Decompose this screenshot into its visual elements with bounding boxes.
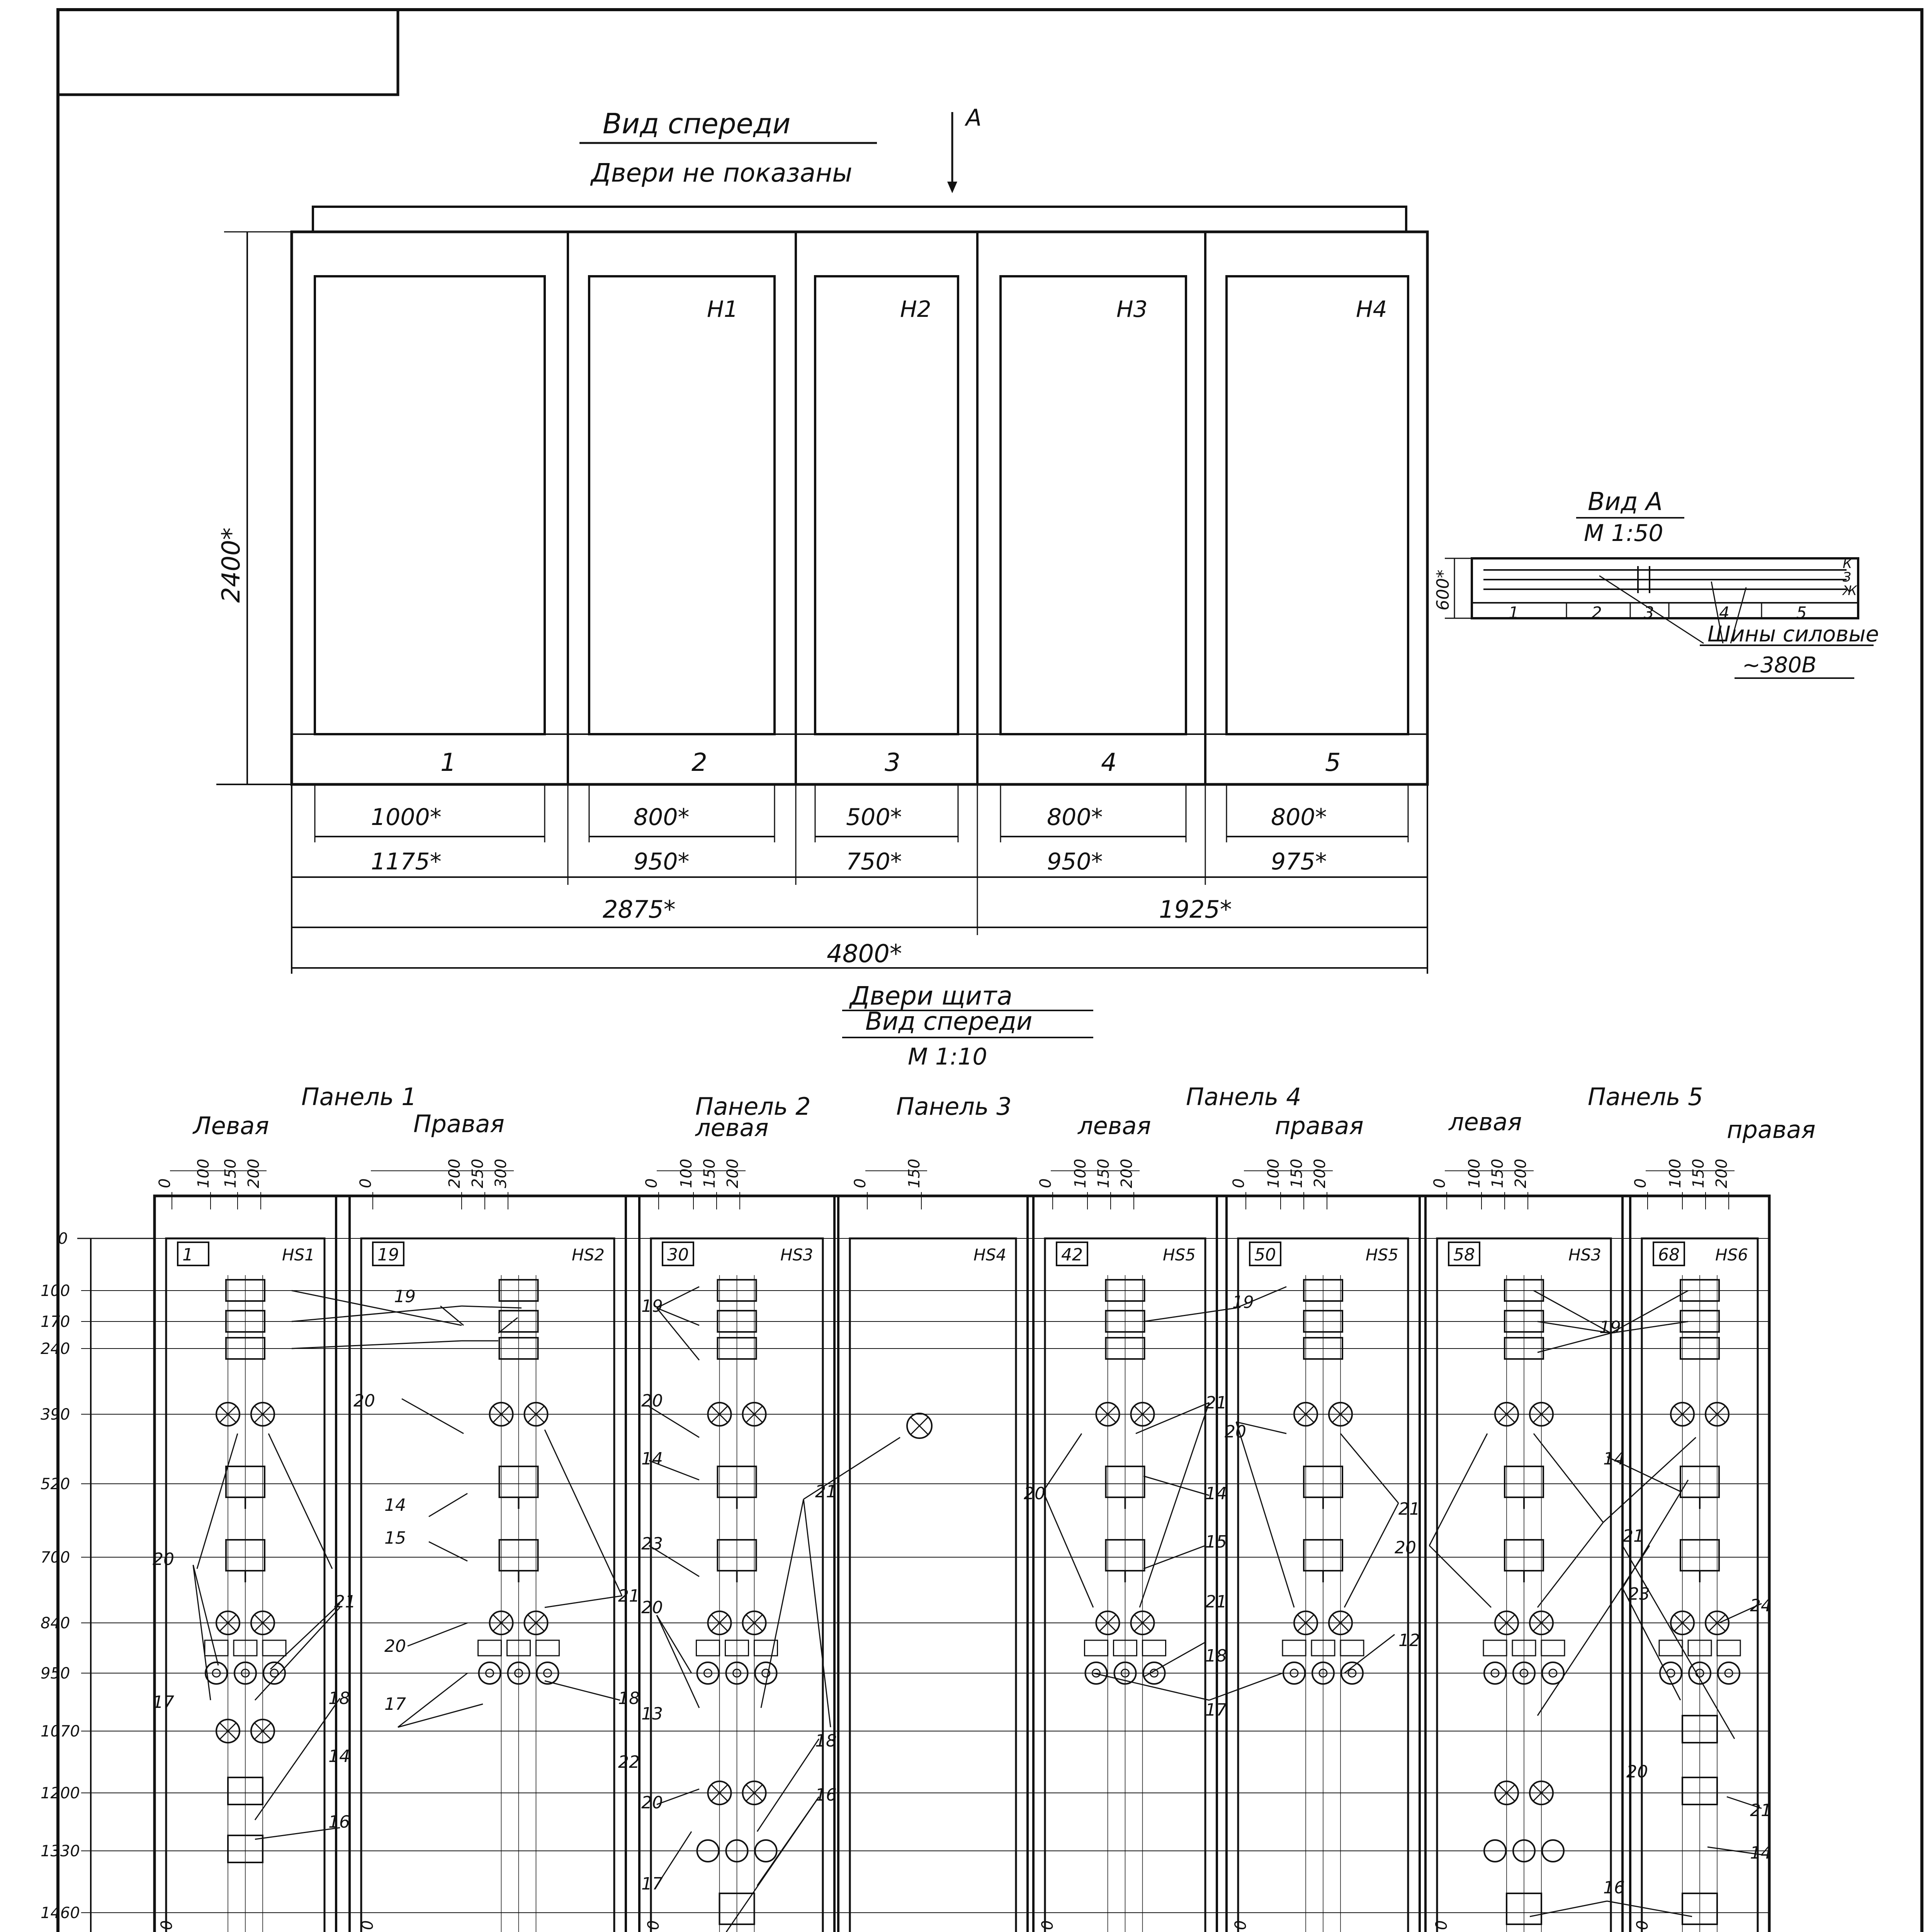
outer-dim-5: 975* bbox=[1271, 848, 1327, 875]
bottom-dim: 0 bbox=[1433, 1920, 1451, 1930]
hs-tag: НS6 bbox=[1715, 1245, 1748, 1264]
svg-text:12: 12 bbox=[1398, 1631, 1420, 1650]
row-label: 520 bbox=[41, 1475, 70, 1493]
row-label: 700 bbox=[41, 1549, 70, 1566]
door-panel bbox=[155, 1159, 336, 1932]
bus-label-zh: Ж bbox=[1843, 583, 1857, 599]
row-label: 100 bbox=[41, 1282, 70, 1300]
height-dim: 2400* bbox=[217, 527, 246, 603]
push-button-icon bbox=[1283, 1640, 1306, 1684]
arrow-a-label: А bbox=[966, 104, 982, 131]
label-number-first: 58 bbox=[1453, 1245, 1475, 1265]
top-dim: 100 bbox=[195, 1158, 212, 1188]
outer-dim-1: 1175* bbox=[371, 848, 442, 875]
top-dim: 150 bbox=[906, 1158, 923, 1188]
svg-text:21: 21 bbox=[1205, 1592, 1227, 1612]
view-a-num-5: 5 bbox=[1796, 603, 1807, 622]
top-dim: 150 bbox=[1095, 1158, 1113, 1188]
side-7: правая bbox=[1727, 1116, 1816, 1144]
svg-text:20: 20 bbox=[641, 1793, 663, 1813]
top-dim: 200 bbox=[245, 1158, 263, 1188]
section-tag-2: Н1 bbox=[707, 296, 738, 322]
svg-text:20: 20 bbox=[1626, 1762, 1648, 1782]
svg-text:20: 20 bbox=[384, 1636, 406, 1656]
door-panel bbox=[1425, 1159, 1622, 1932]
top-dim: 200 bbox=[1512, 1158, 1530, 1188]
svg-text:20: 20 bbox=[1024, 1484, 1045, 1503]
bus-label-k: К bbox=[1843, 556, 1852, 571]
view-a-note-1: Шины силовые bbox=[1707, 622, 1879, 647]
svg-text:19: 19 bbox=[641, 1296, 663, 1316]
side-3: левая bbox=[695, 1114, 769, 1142]
push-button-icon bbox=[1143, 1640, 1166, 1684]
doors-title: Двери щита bbox=[850, 981, 1013, 1011]
top-dim: 100 bbox=[1265, 1158, 1283, 1188]
outer-dim-3: 750* bbox=[846, 848, 902, 875]
side-4: левая bbox=[1078, 1112, 1151, 1140]
svg-text:13: 13 bbox=[641, 1704, 663, 1724]
top-dim: 150 bbox=[701, 1158, 719, 1188]
label-number-first: 50 bbox=[1254, 1245, 1276, 1265]
svg-text:14: 14 bbox=[328, 1747, 350, 1766]
view-a-depth: 600* bbox=[1433, 570, 1453, 611]
svg-text:14: 14 bbox=[641, 1449, 663, 1469]
top-dim: 0 bbox=[1230, 1178, 1248, 1188]
label-number-first: 19 bbox=[377, 1245, 399, 1265]
svg-text:21: 21 bbox=[334, 1592, 356, 1612]
push-button-icon bbox=[205, 1640, 228, 1684]
svg-text:17: 17 bbox=[641, 1874, 663, 1894]
svg-text:20: 20 bbox=[1395, 1538, 1416, 1558]
hs-tag: НS3 bbox=[1568, 1245, 1601, 1264]
bottom-dim: 0 bbox=[158, 1920, 176, 1930]
bottom-dim: 0 bbox=[359, 1920, 377, 1930]
svg-text:23: 23 bbox=[1628, 1584, 1650, 1604]
view-a bbox=[1433, 488, 1879, 678]
row-label: 1200 bbox=[41, 1784, 80, 1802]
inner-dim-5: 800* bbox=[1271, 804, 1327, 831]
door-panel bbox=[1227, 1159, 1420, 1932]
bus-label-z: З bbox=[1843, 570, 1851, 585]
push-button-icon bbox=[536, 1640, 559, 1684]
top-dim: 100 bbox=[678, 1158, 695, 1188]
view-a-note-2: ~380В bbox=[1742, 653, 1817, 678]
top-dim: 200 bbox=[724, 1158, 742, 1188]
top-dim: 0 bbox=[1431, 1178, 1449, 1188]
svg-text:20: 20 bbox=[1225, 1422, 1246, 1442]
svg-text:22: 22 bbox=[618, 1752, 640, 1772]
svg-text:21: 21 bbox=[1622, 1526, 1644, 1546]
top-dim: 150 bbox=[1489, 1158, 1507, 1188]
front-sections bbox=[292, 232, 1427, 784]
panel-head-2: Панель 2 bbox=[695, 1092, 811, 1121]
top-dim: 150 bbox=[1690, 1158, 1707, 1188]
hs-tag: НS2 bbox=[572, 1245, 605, 1264]
outer-dim-4: 950* bbox=[1047, 848, 1103, 875]
svg-text:16: 16 bbox=[815, 1785, 837, 1805]
svg-text:21: 21 bbox=[1205, 1393, 1227, 1413]
row-label: 0 bbox=[58, 1230, 68, 1248]
svg-text:23: 23 bbox=[641, 1534, 663, 1554]
hs-tag: НS5 bbox=[1366, 1245, 1398, 1264]
front-view bbox=[216, 104, 1427, 974]
top-dim: 100 bbox=[1667, 1158, 1684, 1188]
doors-header bbox=[192, 981, 1816, 1144]
svg-text:18: 18 bbox=[328, 1689, 350, 1708]
push-button-icon bbox=[1659, 1640, 1682, 1684]
dim-total: 4800* bbox=[827, 940, 902, 968]
inner-dim-3: 500* bbox=[846, 804, 902, 831]
row-gridlines bbox=[41, 1230, 1769, 1922]
top-dim: 200 bbox=[1311, 1158, 1329, 1188]
label-number-first: 1 bbox=[182, 1245, 193, 1265]
svg-text:20: 20 bbox=[353, 1391, 375, 1411]
top-dim: 100 bbox=[1072, 1158, 1089, 1188]
doors-subtitle: Вид спереди bbox=[865, 1007, 1033, 1036]
top-dim: 0 bbox=[643, 1178, 661, 1188]
doors-scale: М 1:10 bbox=[908, 1043, 987, 1070]
svg-text:19: 19 bbox=[394, 1287, 416, 1306]
top-dim: 300 bbox=[492, 1158, 510, 1188]
svg-text:14: 14 bbox=[384, 1495, 406, 1515]
svg-text:21: 21 bbox=[618, 1586, 640, 1606]
panel-head-4: Панель 4 bbox=[1186, 1083, 1301, 1111]
top-dim: 0 bbox=[357, 1178, 375, 1188]
signal-lamp-icon bbox=[907, 1413, 932, 1438]
svg-text:19: 19 bbox=[1232, 1293, 1254, 1312]
section-num-2: 2 bbox=[691, 748, 707, 777]
hs-tag: НS5 bbox=[1163, 1245, 1196, 1264]
svg-text:21: 21 bbox=[1398, 1499, 1420, 1519]
label-number-first: 42 bbox=[1061, 1245, 1083, 1265]
row-label: 840 bbox=[41, 1614, 70, 1632]
svg-text:14: 14 bbox=[1603, 1449, 1625, 1469]
front-view-title: Вид спереди bbox=[603, 107, 791, 140]
section-num-4: 4 bbox=[1101, 748, 1117, 777]
panel-head-1: Панель 1 bbox=[301, 1083, 417, 1111]
section-num-5: 5 bbox=[1325, 748, 1341, 777]
dim-right-group: 1925* bbox=[1159, 895, 1232, 923]
svg-text:18: 18 bbox=[1205, 1646, 1227, 1666]
top-dim: 250 bbox=[469, 1158, 487, 1188]
bottom-dim: 0 bbox=[1232, 1920, 1250, 1930]
top-dim: 0 bbox=[1632, 1178, 1650, 1188]
row-label: 240 bbox=[41, 1340, 70, 1358]
panel-head-3: Панель 3 bbox=[896, 1092, 1012, 1121]
door-panel bbox=[1033, 1159, 1217, 1932]
hs-tag: НS3 bbox=[780, 1245, 813, 1264]
section-num-1: 1 bbox=[440, 748, 456, 777]
label-number-first: 68 bbox=[1658, 1245, 1680, 1265]
top-dim: 150 bbox=[1288, 1158, 1306, 1188]
hs-tag: НS1 bbox=[282, 1245, 315, 1264]
dim-left-group: 2875* bbox=[603, 895, 676, 923]
side-1: Левая bbox=[193, 1112, 269, 1140]
push-button-icon bbox=[1541, 1640, 1565, 1684]
leader-lines bbox=[193, 1287, 1762, 1932]
label-number-first: 30 bbox=[667, 1245, 689, 1265]
door-panel bbox=[838, 1159, 1028, 1932]
svg-text:17: 17 bbox=[1205, 1700, 1227, 1720]
front-view-subtitle: Двери не показаны bbox=[591, 158, 853, 188]
row-label: 1460 bbox=[41, 1904, 80, 1922]
push-button-icon bbox=[697, 1640, 720, 1684]
hs-tag: НS4 bbox=[973, 1245, 1006, 1264]
inner-dim-2: 800* bbox=[634, 804, 690, 831]
view-a-num-4: 4 bbox=[1719, 603, 1730, 622]
section-tag-5: Н4 bbox=[1356, 296, 1387, 322]
top-dim: 200 bbox=[1118, 1158, 1136, 1188]
push-button-icon bbox=[263, 1640, 286, 1684]
panel-head-5: Панель 5 bbox=[1588, 1083, 1703, 1111]
top-dim: 0 bbox=[156, 1178, 174, 1188]
row-label: 1330 bbox=[41, 1842, 80, 1860]
push-button-icon bbox=[1717, 1640, 1740, 1684]
side-2: Правая bbox=[413, 1110, 505, 1138]
svg-text:21: 21 bbox=[815, 1482, 837, 1502]
svg-text:20: 20 bbox=[153, 1549, 174, 1569]
door-panel bbox=[1630, 1159, 1769, 1932]
view-a-scale: М 1:50 bbox=[1584, 520, 1663, 547]
row-label: 1070 bbox=[41, 1723, 80, 1740]
inner-dim-4: 800* bbox=[1047, 804, 1103, 831]
top-dim: 0 bbox=[851, 1178, 869, 1188]
section-tag-4: Н3 bbox=[1116, 296, 1148, 322]
row-label: 390 bbox=[41, 1406, 70, 1423]
top-dim: 200 bbox=[446, 1158, 464, 1188]
svg-text:18: 18 bbox=[618, 1689, 640, 1708]
view-a-num-1: 1 bbox=[1509, 603, 1519, 622]
svg-text:14: 14 bbox=[1205, 1484, 1227, 1503]
push-button-icon bbox=[1085, 1640, 1108, 1684]
svg-text:16: 16 bbox=[1603, 1878, 1625, 1898]
top-dim: 200 bbox=[1713, 1158, 1731, 1188]
push-button-icon bbox=[1483, 1640, 1507, 1684]
section-num-3: 3 bbox=[885, 748, 900, 777]
svg-text:18: 18 bbox=[815, 1731, 837, 1751]
top-dim: 100 bbox=[1466, 1158, 1483, 1188]
top-dim: 0 bbox=[1037, 1178, 1055, 1188]
bottom-dim: 0 bbox=[1039, 1920, 1057, 1930]
svg-text:20: 20 bbox=[641, 1391, 663, 1411]
top-dim: 150 bbox=[222, 1158, 240, 1188]
side-6: левая bbox=[1449, 1108, 1522, 1136]
view-a-num-3: 3 bbox=[1644, 603, 1654, 622]
outer-dim-2: 950* bbox=[634, 848, 690, 875]
svg-text:19: 19 bbox=[1599, 1318, 1621, 1337]
svg-text:20: 20 bbox=[641, 1598, 663, 1617]
svg-text:15: 15 bbox=[1205, 1532, 1227, 1552]
push-button-icon bbox=[1340, 1640, 1364, 1684]
bottom-dim: 0 bbox=[645, 1920, 663, 1930]
row-label: 170 bbox=[41, 1313, 70, 1331]
svg-text:16: 16 bbox=[328, 1812, 350, 1832]
svg-text:14: 14 bbox=[1750, 1843, 1772, 1863]
side-5: правая bbox=[1275, 1112, 1364, 1140]
svg-text:21: 21 bbox=[1750, 1801, 1772, 1820]
svg-text:17: 17 bbox=[384, 1694, 406, 1714]
svg-text:17: 17 bbox=[153, 1692, 174, 1712]
section-tag-3: Н2 bbox=[900, 296, 931, 322]
row-label: 950 bbox=[41, 1665, 70, 1682]
push-button-icon bbox=[478, 1640, 501, 1684]
leader-numbers bbox=[153, 1287, 1772, 1898]
svg-text:24: 24 bbox=[1750, 1596, 1772, 1616]
svg-text:15: 15 bbox=[384, 1528, 406, 1548]
view-a-title: Вид А bbox=[1588, 488, 1663, 516]
inner-dim-1: 1000* bbox=[371, 804, 442, 831]
bottom-dim: 0 bbox=[1634, 1920, 1651, 1930]
view-a-num-2: 2 bbox=[1592, 603, 1602, 622]
